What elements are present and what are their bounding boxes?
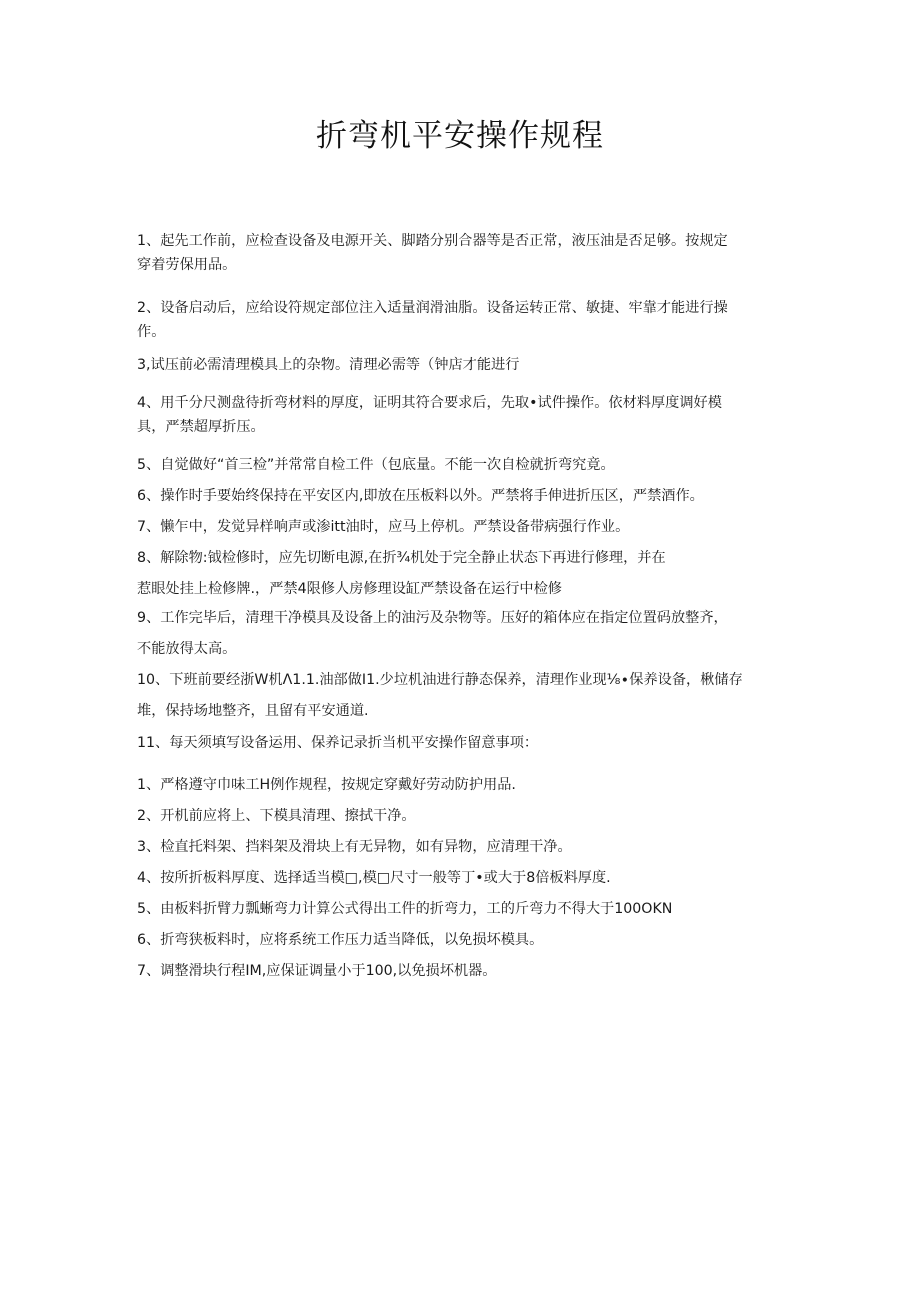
- note-3-line: 3、检直托料架、挡料架及滑块上有无异物，如有异物，应清理干净。: [137, 839, 572, 855]
- rule-8-line-1: 8、解除物:钺检修时，应先切断电源,在折¾机处于完全静止状态下再进行修理，并在: [137, 550, 666, 566]
- rule-7-line-1: 7、懒乍中，发觉异样响声或渗itt油时，应马上停机。严禁设备带病强行作业。: [137, 519, 630, 535]
- note-7: [137, 959, 787, 983]
- rule-7: [137, 515, 787, 539]
- rule-1: [137, 229, 787, 277]
- rule-9: [137, 606, 787, 661]
- note-6-line: 6、折弯狭板料时，应将系统工作压力适当降低，以免损坏模具。: [137, 932, 544, 948]
- note-5: [137, 897, 787, 921]
- note-5-line: 5、由板料折臂力瓢蜥弯力计算公式得出工件的折弯力，工的斤弯力不得大于100OKN: [137, 901, 673, 917]
- note-7-line: 7、调整滑块行程IM,应保证调量小于100,以免损坏机器。: [137, 963, 497, 979]
- note-6: [137, 928, 787, 952]
- rule-10-line-1: 10、下班前要经浙W机Λ1.1.油部做I1.少垃机油进行静态保养，清理作业现⅛∙保养设备，楸储存: [137, 672, 743, 688]
- note-2-line: 2、开机前应将上、下模具清理、擦拭干净。: [137, 808, 416, 824]
- document-title: 折弯机平安操作规程: [316, 118, 604, 154]
- rule-2-line-2: 作。: [137, 324, 166, 340]
- rule-8: [137, 546, 787, 601]
- rule-6: [137, 484, 787, 508]
- rule-4-line-2: 具，严禁超厚折压。: [137, 419, 265, 435]
- rule-11-line-1: 11、每天须填写设备运用、保养记录折当机平安操作留意事项：: [137, 735, 539, 751]
- rule-3: [137, 353, 787, 377]
- rule-10: [137, 668, 787, 723]
- rule-2-line-1: 2、设备启动后，应给设符规定部位注入适量润滑油脂。设备运转正常、敏捷、牢靠才能进行操: [137, 300, 728, 316]
- rule-5: [137, 453, 787, 477]
- rule-5-line-1: 5、自觉做好“首三检”并常常自检工件（包底量。不能一次自检就折弯究竟。: [137, 457, 615, 473]
- note-4-line: 4、按所折板料厚度、选择适当模□,模□尺寸一般等丁•或大于8倍板料厚度.: [137, 870, 611, 886]
- rule-10-line-2: 堆，保持场地整齐，且留有平安通道.: [137, 703, 369, 719]
- rule-1-line-1: 1、起先工作前，应检查设备及电源开关、脚踏分别合器等是否正常，液压油是否足够。按规定: [137, 233, 728, 249]
- rule-4: [137, 391, 787, 439]
- note-3: [137, 835, 787, 859]
- rule-9-line-2: 不能放得太高。: [137, 641, 237, 657]
- note-2: [137, 804, 787, 828]
- rule-4-line-1: 4、用千分尺测盘待折弯材料的厚度，证明其符合要求后，先取•试件操作。依材料厚度调好模: [137, 395, 722, 411]
- rule-3-line-1: 3,试压前必需清理模具上的杂物。清理必需等（钟店才能进行: [137, 357, 520, 373]
- note-4: [137, 866, 787, 890]
- note-1: [137, 773, 787, 797]
- rule-8-line-2: 惹眼处挂上检修牌.，严禁4限修人房修理设缸严禁设备在运行中检修: [137, 581, 562, 597]
- rule-1-line-2: 穿着劳保用品。: [137, 257, 237, 273]
- rule-11: [137, 731, 787, 755]
- note-1-line: 1、严格遵守巾味工H例作规程，按规定穿戴好劳动防护用品.: [137, 777, 516, 793]
- rule-6-line-1: 6、操作时手要始终保持在平安区内,即放在压板料以外。严禁将手伸进折压区，严禁酒作。: [137, 488, 704, 504]
- rule-9-line-1: 9、工作完毕后，清理干净模具及设备上的油污及杂物等。压好的箱体应在指定位置码放整齐，: [137, 610, 728, 626]
- rule-2: [137, 296, 787, 344]
